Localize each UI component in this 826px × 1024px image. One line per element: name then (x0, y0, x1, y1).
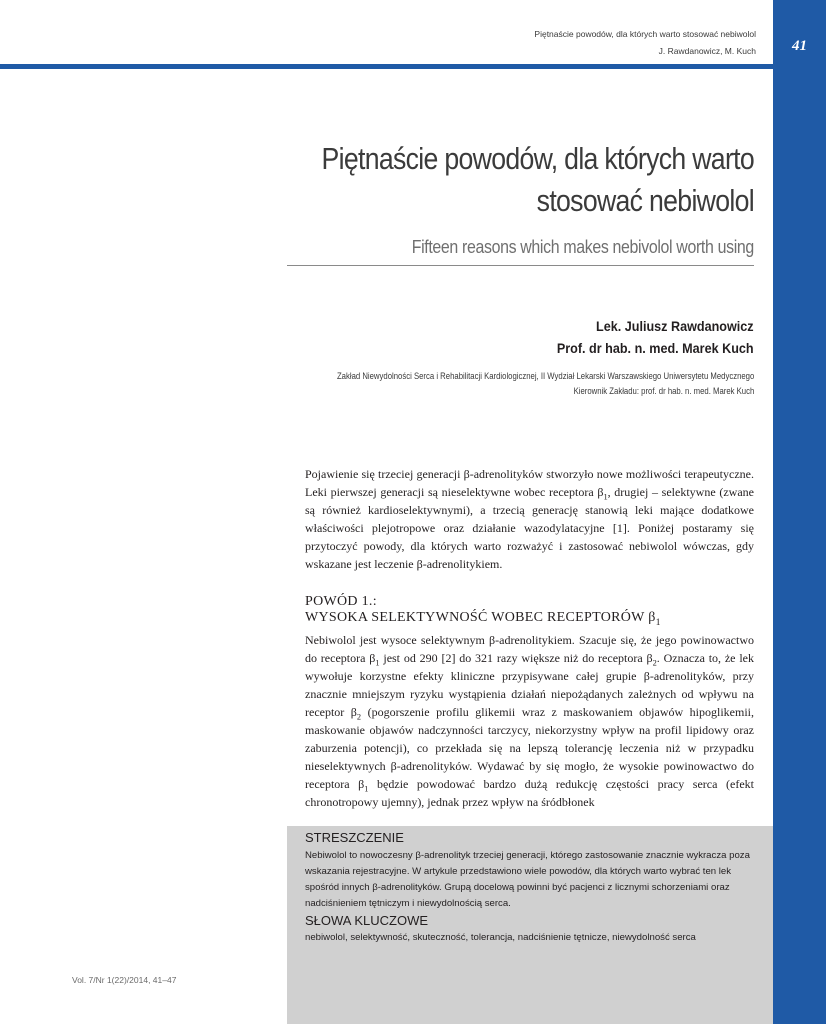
article-title: Piętnaście powodów, dla których warto stosować nebiwolol (321, 141, 754, 218)
page-number: 41 (792, 38, 807, 54)
section-1-title (305, 610, 754, 626)
section-1-heading (305, 594, 754, 626)
header-rule (0, 64, 773, 69)
journal-footer: Vol. 7/Nr 1(22)/2014, 41–47 (72, 975, 177, 985)
right-margin-bar (773, 0, 826, 1024)
section-1-text-3: . Oznacza to, że lek wywołuje korzystne efekty kliniczne przypisywane całej grupie β-adrenolityków, przy znacznie mniejszym ryzyku wystąpienia działań niepożądanych zależnych od wpływu na receptor β (305, 651, 754, 719)
running-head-title: Piętnaście powodów, dla których warto stosować nebiwolol (534, 29, 756, 39)
section-1-text-2: jest od 290 [2] do 321 razy większe niż do receptora β (379, 651, 653, 665)
section-1-text-1: Nebiwolol jest wysoce selektywnym β-adrenolitykiem. Szacuje się, że jego powinowactwo do receptora β (305, 633, 754, 665)
article-subtitle: Fifteen reasons which makes nebivolol worth using (411, 236, 754, 257)
running-head (534, 26, 756, 60)
keywords-text: nebiwolol, selektywność, skuteczność, tolerancja, nadciśnienie tętnicze, niewydolność serca (305, 932, 696, 943)
intro-paragraph (305, 465, 754, 573)
section-1-sub-3: 2 (356, 712, 362, 722)
section-1-sub-2: 2 (652, 658, 657, 668)
author-list (557, 315, 754, 359)
section-1-body (305, 631, 754, 811)
author-1: Lek. Juliusz Rawdanowicz (596, 318, 754, 334)
running-head-authors: J. Rawdanowicz, M. Kuch (658, 46, 756, 56)
keywords-heading: SŁOWA KLUCZOWE (305, 913, 429, 928)
author-2: Prof. dr hab. n. med. Marek Kuch (557, 340, 754, 356)
affiliation-line-1: Zakład Niewydolności Serca i Rehabilitacji Kardiologicznej, II Wydział Lekarski Warszawskiego Uniwersytetu Medycznego (336, 371, 754, 381)
title-divider (287, 265, 754, 266)
intro-text-1: Pojawienie się trzeciej generacji β-adrenolityków stworzyło nowe możliwości terapeutyczne. Leki pierwszej generacji są nieselektywne wobec receptora β (305, 467, 754, 499)
abstract-box (287, 826, 773, 1024)
affiliation-line-2: Kierownik Zakładu: prof. dr hab. n. med. Marek Kuch (573, 386, 754, 396)
section-1-label: POWÓD 1.: (305, 594, 377, 609)
abstract-heading: STRESZCZENIE (305, 830, 404, 845)
section-1-sub-4: 1 (364, 784, 369, 794)
section-1-title-text: WYSOKA SELEKTYWNOŚĆ WOBEC RECEPTORÓW β (305, 610, 656, 625)
section-1-text-5: będzie powodować bardzo dużą redukcję częstości pracy serca (efekt chronotropowy ujemny), jednak przez wpływ na śródbłonek (305, 777, 754, 809)
affiliation (337, 369, 754, 399)
section-1-title-subscript: 1 (655, 616, 661, 628)
section-1-text-4: (pogorszenie profilu glikemii wraz z maskowaniem objawów hipoglikemii, maskowanie objawów nadczynności tarczycy, niekorzystny wpływ na profil lipidowy oraz zaburzenia potencji), co przekłada się na lepszą tolerancję leczenia niż w przypadku nieselektywnych β-adrenolityków. Wydawać by się mogło, że wysokie powinowactwo do receptora β (305, 705, 754, 791)
section-1-sub-1: 1 (375, 658, 380, 668)
intro-text-2: , drugiej – selektywne (zwane są również kardioselektywnymi), a trzecią generację stanowią leki mające dodatkowe właściwości plejotropowe oraz działanie wazodylatacyjne [1]. Poniżej postaramy się przytoczyć powody, dla których warto rozważyć i zastosować nebiwolol wówczas, gdy wskazane jest leczenie β-adrenolitykiem. (305, 485, 754, 571)
abstract-text: Nebiwolol to nowoczesny β-adrenolityk trzeciej generacji, którego zastosowanie znacznie wykracza poza wskazania rejestracyjne. W artykule przedstawiono wiele powodów, dla których warto wybrać ten lek spośród innych β-adrenolityków. Grupą docelową powinni być pacjenci z licznymi schorzeniami oraz nadciśnieniem tętniczym i niewydolnością serca. (305, 850, 750, 909)
intro-subscript-1: 1 (603, 492, 608, 502)
